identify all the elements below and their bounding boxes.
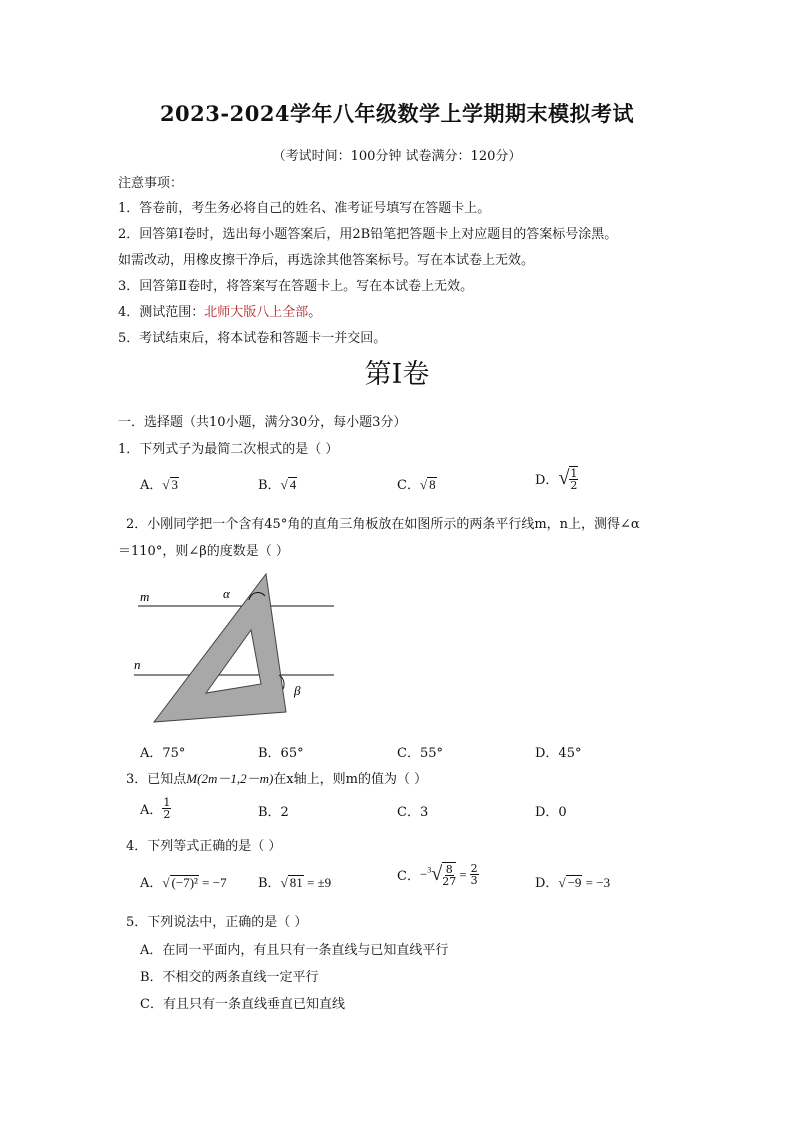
q3-option-d: D．0 xyxy=(535,805,567,820)
notice-item-3: 3．回答第Ⅱ卷时，将答案写在答题卡上。写在本试卷上无效。 xyxy=(118,279,474,294)
notice-item-4-prefix: 4．测试范围： xyxy=(118,305,205,320)
q2-option-b: B．65° xyxy=(258,746,304,761)
notice-heading: 注意事项： xyxy=(118,176,184,191)
q1-option-d: D．√ $\frac{1}{2}$ xyxy=(535,467,578,492)
set-square xyxy=(154,574,286,722)
question-1-stem: 1．下列式子为最简二次根式的是（ ） xyxy=(118,442,339,457)
question-5-stem: 5．下列说法中，正确的是（ ） xyxy=(126,915,308,930)
q4-option-c: C．−$^3$√ $\frac{8}{27}$ = $\frac{2}{3}$ xyxy=(397,862,478,888)
q1-option-b: B．√ 4 xyxy=(258,477,297,493)
point-m: M(2m－1,2－m) xyxy=(186,771,274,786)
notice-item-2: 2．回答第Ⅰ卷时，选出每小题答案后，用2B铅笔把答题卡上对应题目的答案标号涂黑。 xyxy=(118,227,618,242)
q2-triangle-figure xyxy=(128,568,348,728)
q2-option-c: C．55° xyxy=(397,746,443,761)
question-2-stem-line-2: ＝110°，则∠β的度数是（ ） xyxy=(118,544,289,559)
q4-option-a: A．√ (−7)² = −7 xyxy=(140,875,227,891)
q1-option-c: C．√ 8 xyxy=(397,477,436,493)
exam-subtitle: （考试时间：100分钟 试卷满分：120分） xyxy=(272,149,522,164)
q5-option-b: B．不相交的两条直线一定平行 xyxy=(140,970,319,985)
q2-option-a: A．75° xyxy=(140,746,186,761)
notice-item-4 xyxy=(118,301,321,320)
label-m: m xyxy=(140,589,150,604)
label-beta: β xyxy=(294,683,301,698)
q2-option-d: D．45° xyxy=(535,746,582,761)
volume-heading: 第Ⅰ卷 xyxy=(364,359,430,390)
test-scope: 北师大版八上全部 xyxy=(204,305,309,320)
q1-option-a: A．√ 3 xyxy=(140,477,179,493)
q5-option-a: A．在同一平面内，有且只有一条直线与已知直线平行 xyxy=(140,943,449,958)
notice-item-1: 1．答卷前，考生务必将自己的姓名、准考证号填写在答题卡上。 xyxy=(118,201,491,216)
q5-option-c: C．有且只有一条直线垂直已知直线 xyxy=(140,997,345,1012)
question-4-stem: 4．下列等式正确的是（ ） xyxy=(126,839,282,854)
label-n: n xyxy=(134,657,141,672)
question-3-stem: 3．已知点M(2m－1,2－m)在x轴上，则m的值为（ ） xyxy=(126,771,428,787)
q4-option-b: B．√ 81 = ±9 xyxy=(258,875,332,891)
q3-option-b: B．2 xyxy=(258,805,289,820)
question-2-stem-line-1: 2．小刚同学把一个含有45°角的直角三角板放在如图所示的两条平行线m，n上，测得∠α xyxy=(126,517,640,532)
label-alpha: α xyxy=(223,586,230,601)
q3-option-a: A． $\frac{1}{2}$ xyxy=(140,796,171,821)
exam-title: 2023-2024学年八年级数学上学期期末模拟考试 xyxy=(159,101,635,126)
q3-option-c: C．3 xyxy=(397,805,429,820)
notice-item-2-cont: 如需改动，用橡皮擦干净后，再选涂其他答案标号。写在本试卷上无效。 xyxy=(118,253,535,268)
notice-item-4-suffix: 。 xyxy=(308,305,322,320)
notice-item-5: 5．考试结束后，将本试卷和答题卡一并交回。 xyxy=(118,331,387,346)
section-heading: 一．选择题（共10小题，满分30分，每小题3分） xyxy=(118,415,407,430)
q4-option-d: D．√ −9 = −3 xyxy=(535,875,611,891)
